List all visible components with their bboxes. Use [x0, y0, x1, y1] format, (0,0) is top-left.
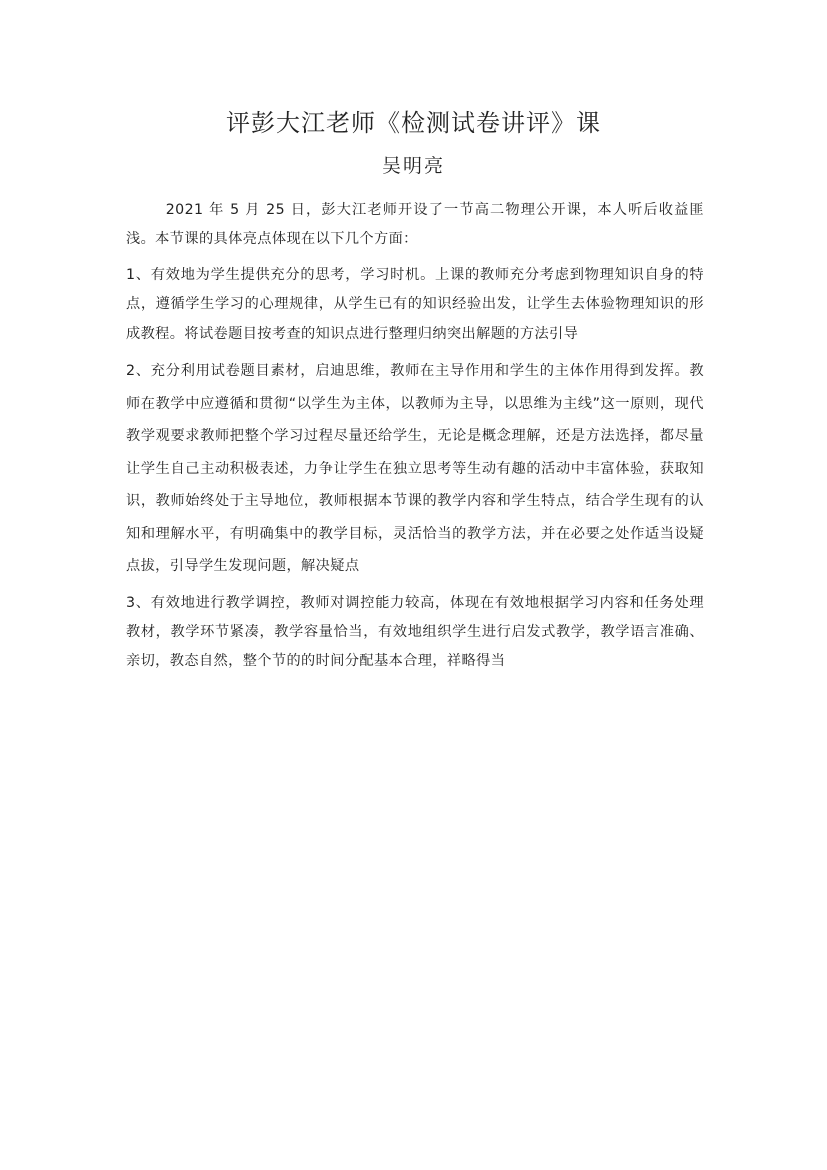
- document-title: 评彭大江老师《检测试卷讲评》课: [226, 109, 601, 137]
- point-3-paragraph: 3、有效地进行教学调控，教师对调控能力较高，体现在有效地根据学习内容和任务处理教材，教学环节紧凑，教学容量恰当，有效地组织学生进行启发式教学，教学语言准确、亲切，教态自然，整个节的的时间分配基本合理，祥略得当: [126, 594, 704, 670]
- document-body: [126, 196, 704, 677]
- point-1-paragraph: 1、有效地为学生提供充分的思考，学习时机。上课的教师充分考虑到物理知识自身的特点，遵循学生学习的心理规律，从学生已有的知识经验出发，让学生去体验物理知识的形成教程。将试卷题目按考查的知识点进行整理归纳突出解题的方法引导: [126, 266, 704, 342]
- document-author: 吴明亮: [381, 155, 445, 177]
- point-2-paragraph: 2、充分利用试卷题目素材，启迪思维，教师在主导作用和学生的主体作用得到发挥。教师在教学中应遵循和贯彻“以学生为主体，以教师为主导，以思维为主线”这一原则，现代教学观要求教师把整个学习过程尽量还给学生，无论是概念理解，还是方法选择，都尽量让学生自己主动积极表述，力争让学生在独立思考等生动有趣的活动中丰富体验，获取知识，教师始终处于主导地位，教师根据本节课的教学内容和学生特点，结合学生现有的认知和理解水平，有明确集中的教学目标，灵活恰当的教学方法，并在必要之处作适当设疑点拔，引导学生发现问题，解决疑点: [126, 363, 704, 575]
- intro-paragraph: 2021 年 5 月 25 日，彭大江老师开设了一节高二物理公开课，本人听后收益匪浅。本节课的具体亮点体现在以下几个方面：: [126, 202, 704, 248]
